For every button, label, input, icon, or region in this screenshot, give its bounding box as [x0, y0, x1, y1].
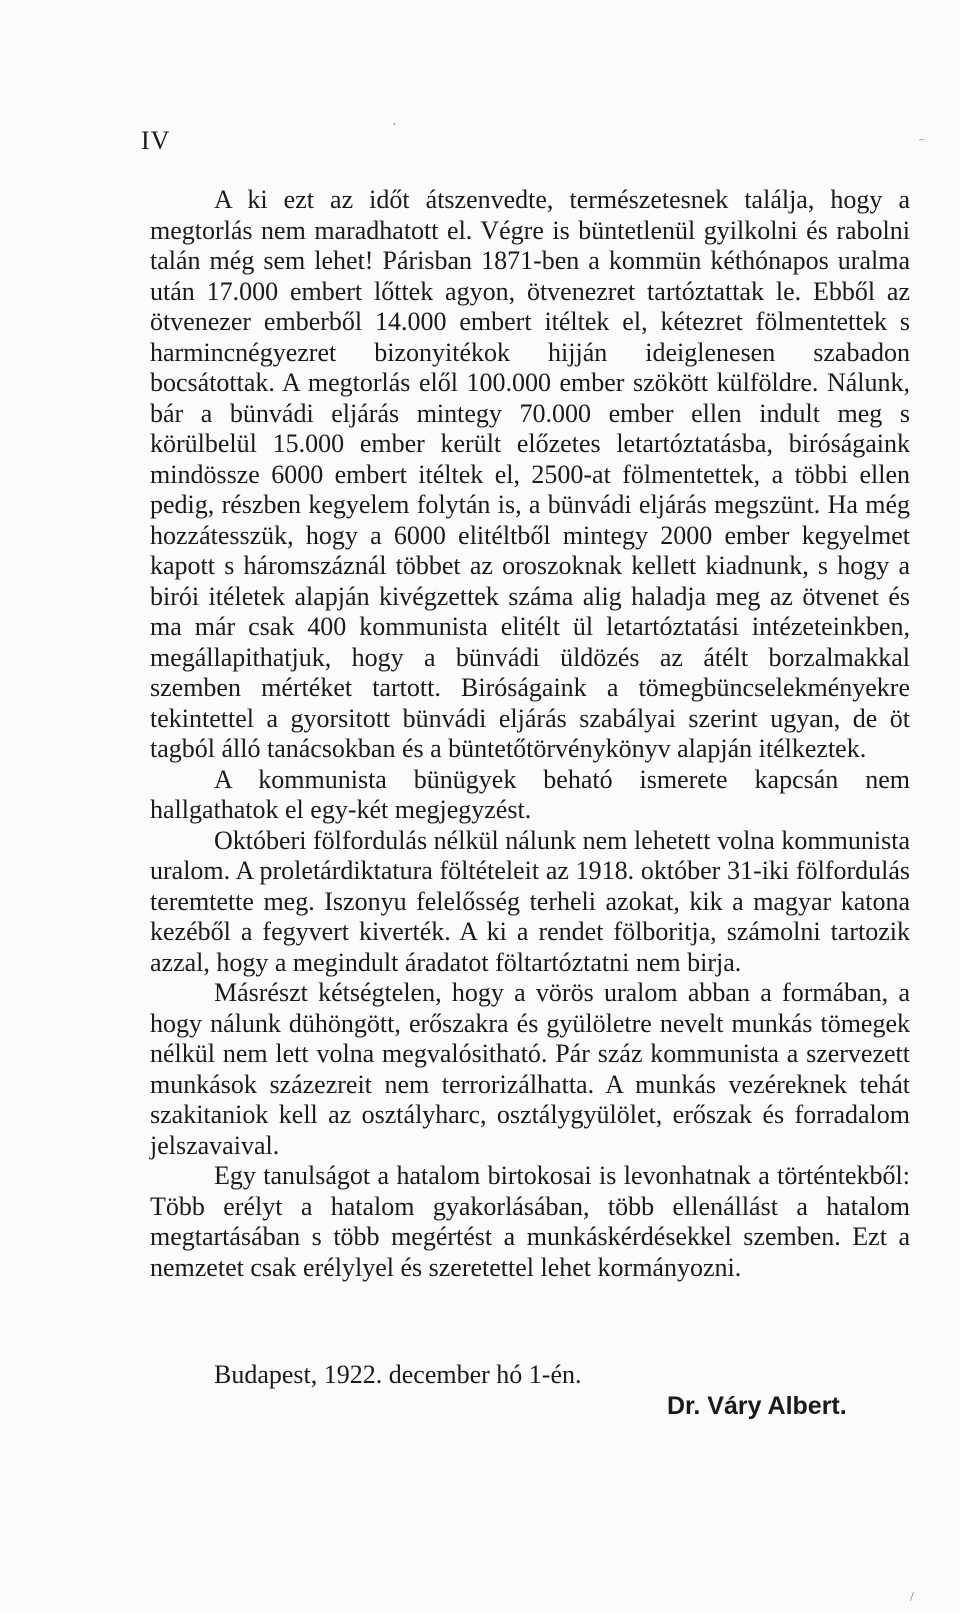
page-number: IV: [141, 126, 171, 155]
paragraph: A kommunista bünügyek beható ismerete kapcsán nem hallgathatok el egy-két megjegyzést.: [150, 764, 910, 824]
scan-speck-mark: ·: [392, 118, 397, 133]
body-text: [150, 185, 910, 1283]
paragraph: A ki ezt az időt átszenvedte, természetesnek találja, hogy a megtorlás nem maradhatott el. Végre is büntetlenül gyilkolni és rabolni talán még sem lehet! Párisban 1871-ben a kommün kéthónapos uralma után 17.000 embert lőttek agyon, ötvenezret tartóztattak le. Ebből az ötvenezer emberből 14.000 embert itéltek el, kétezret fölmentettek s harmincnégyezret bizonyitékok hijján ideiglenesen szabadon bocsátottak. A megtorlás elől 100.000 ember szökött külföldre. Nálunk, bár a bünvádi eljárás mintegy 70.000 ember ellen indult meg s körülbelül 15.000 ember került előzetes letartóztatásba, biróságaink mindössze 6000 embert itéltek el, 2500-at fölmentettek, a többi ellen pedig, részben kegyelem folytán is, a bünvádi eljárás megszünt. Ha még hozzátesszük, hogy a 6000 elitéltből mintegy 2000 ember kegyelmet kapott s háromszáznál többet az oroszoknak kellett kiadnunk, s hogy a birói itéletek alapján kivégzettek száma alig haladja meg az ötvenet és ma már csak 400 kommunista elitélt ül letartóztatási intézeteinkben, megállapithatjuk, hogy a bünvádi üldözés az átélt borzalmakkal szemben mértéket tartott. Biróságaink a tömegbüncselekményekre tekintettel a gyorsitott bünvádi eljárás szabályai szerint ugyan, de öt tagból álló tanácsokban és a büntetőtörvénykönyv alapján itélkeztek.: [150, 185, 910, 763]
dateline: Budapest, 1922. december hó 1-én.: [214, 1360, 582, 1389]
signature: Dr. Váry Albert.: [667, 1392, 847, 1420]
paragraph: Egy tanulságot a hatalom birtokosai is levonhatnak a történtekből: Több erélyt a hatalom gyakorlásában, több ellenállást a hatalom megtartásában s több megértést a munkáskérdésekkel szemben. Ezt a nemzetet csak erélylyel és szeretettel lehet kormányozni.: [150, 1161, 910, 1282]
scan-speck-mark: ⁻: [918, 136, 926, 151]
scan-speck-mark: /: [910, 1590, 914, 1605]
paragraph: Októberi fölfordulás nélkül nálunk nem lehetett volna kommunista uralom. A proletárdiktatura föltételeit az 1918. október 31-iki fölfordulás teremtette meg. Iszonyu felelősség terheli azokat, kik a magyar katona kezéből a fegyvert kiverték. A ki a rendet fölboritja, számolni tartozik azzal, hogy a megindult áradatot föltartóztatni nem birja.: [150, 825, 910, 977]
paragraph: Másrészt kétségtelen, hogy a vörös uralom abban a formában, a hogy nálunk dühöngött, erőszakra és gyülöletre nevelt munkás tömegek nélkül nem lett volna megvalósitható. Pár száz kommunista a szervezett munkások százezreit nem terrorizálhatta. A munkás vezéreknek tehát szakitaniok kell az osztályharc, osztálygyülölet, erőszak és forradalom jelszavaival.: [150, 978, 910, 1160]
